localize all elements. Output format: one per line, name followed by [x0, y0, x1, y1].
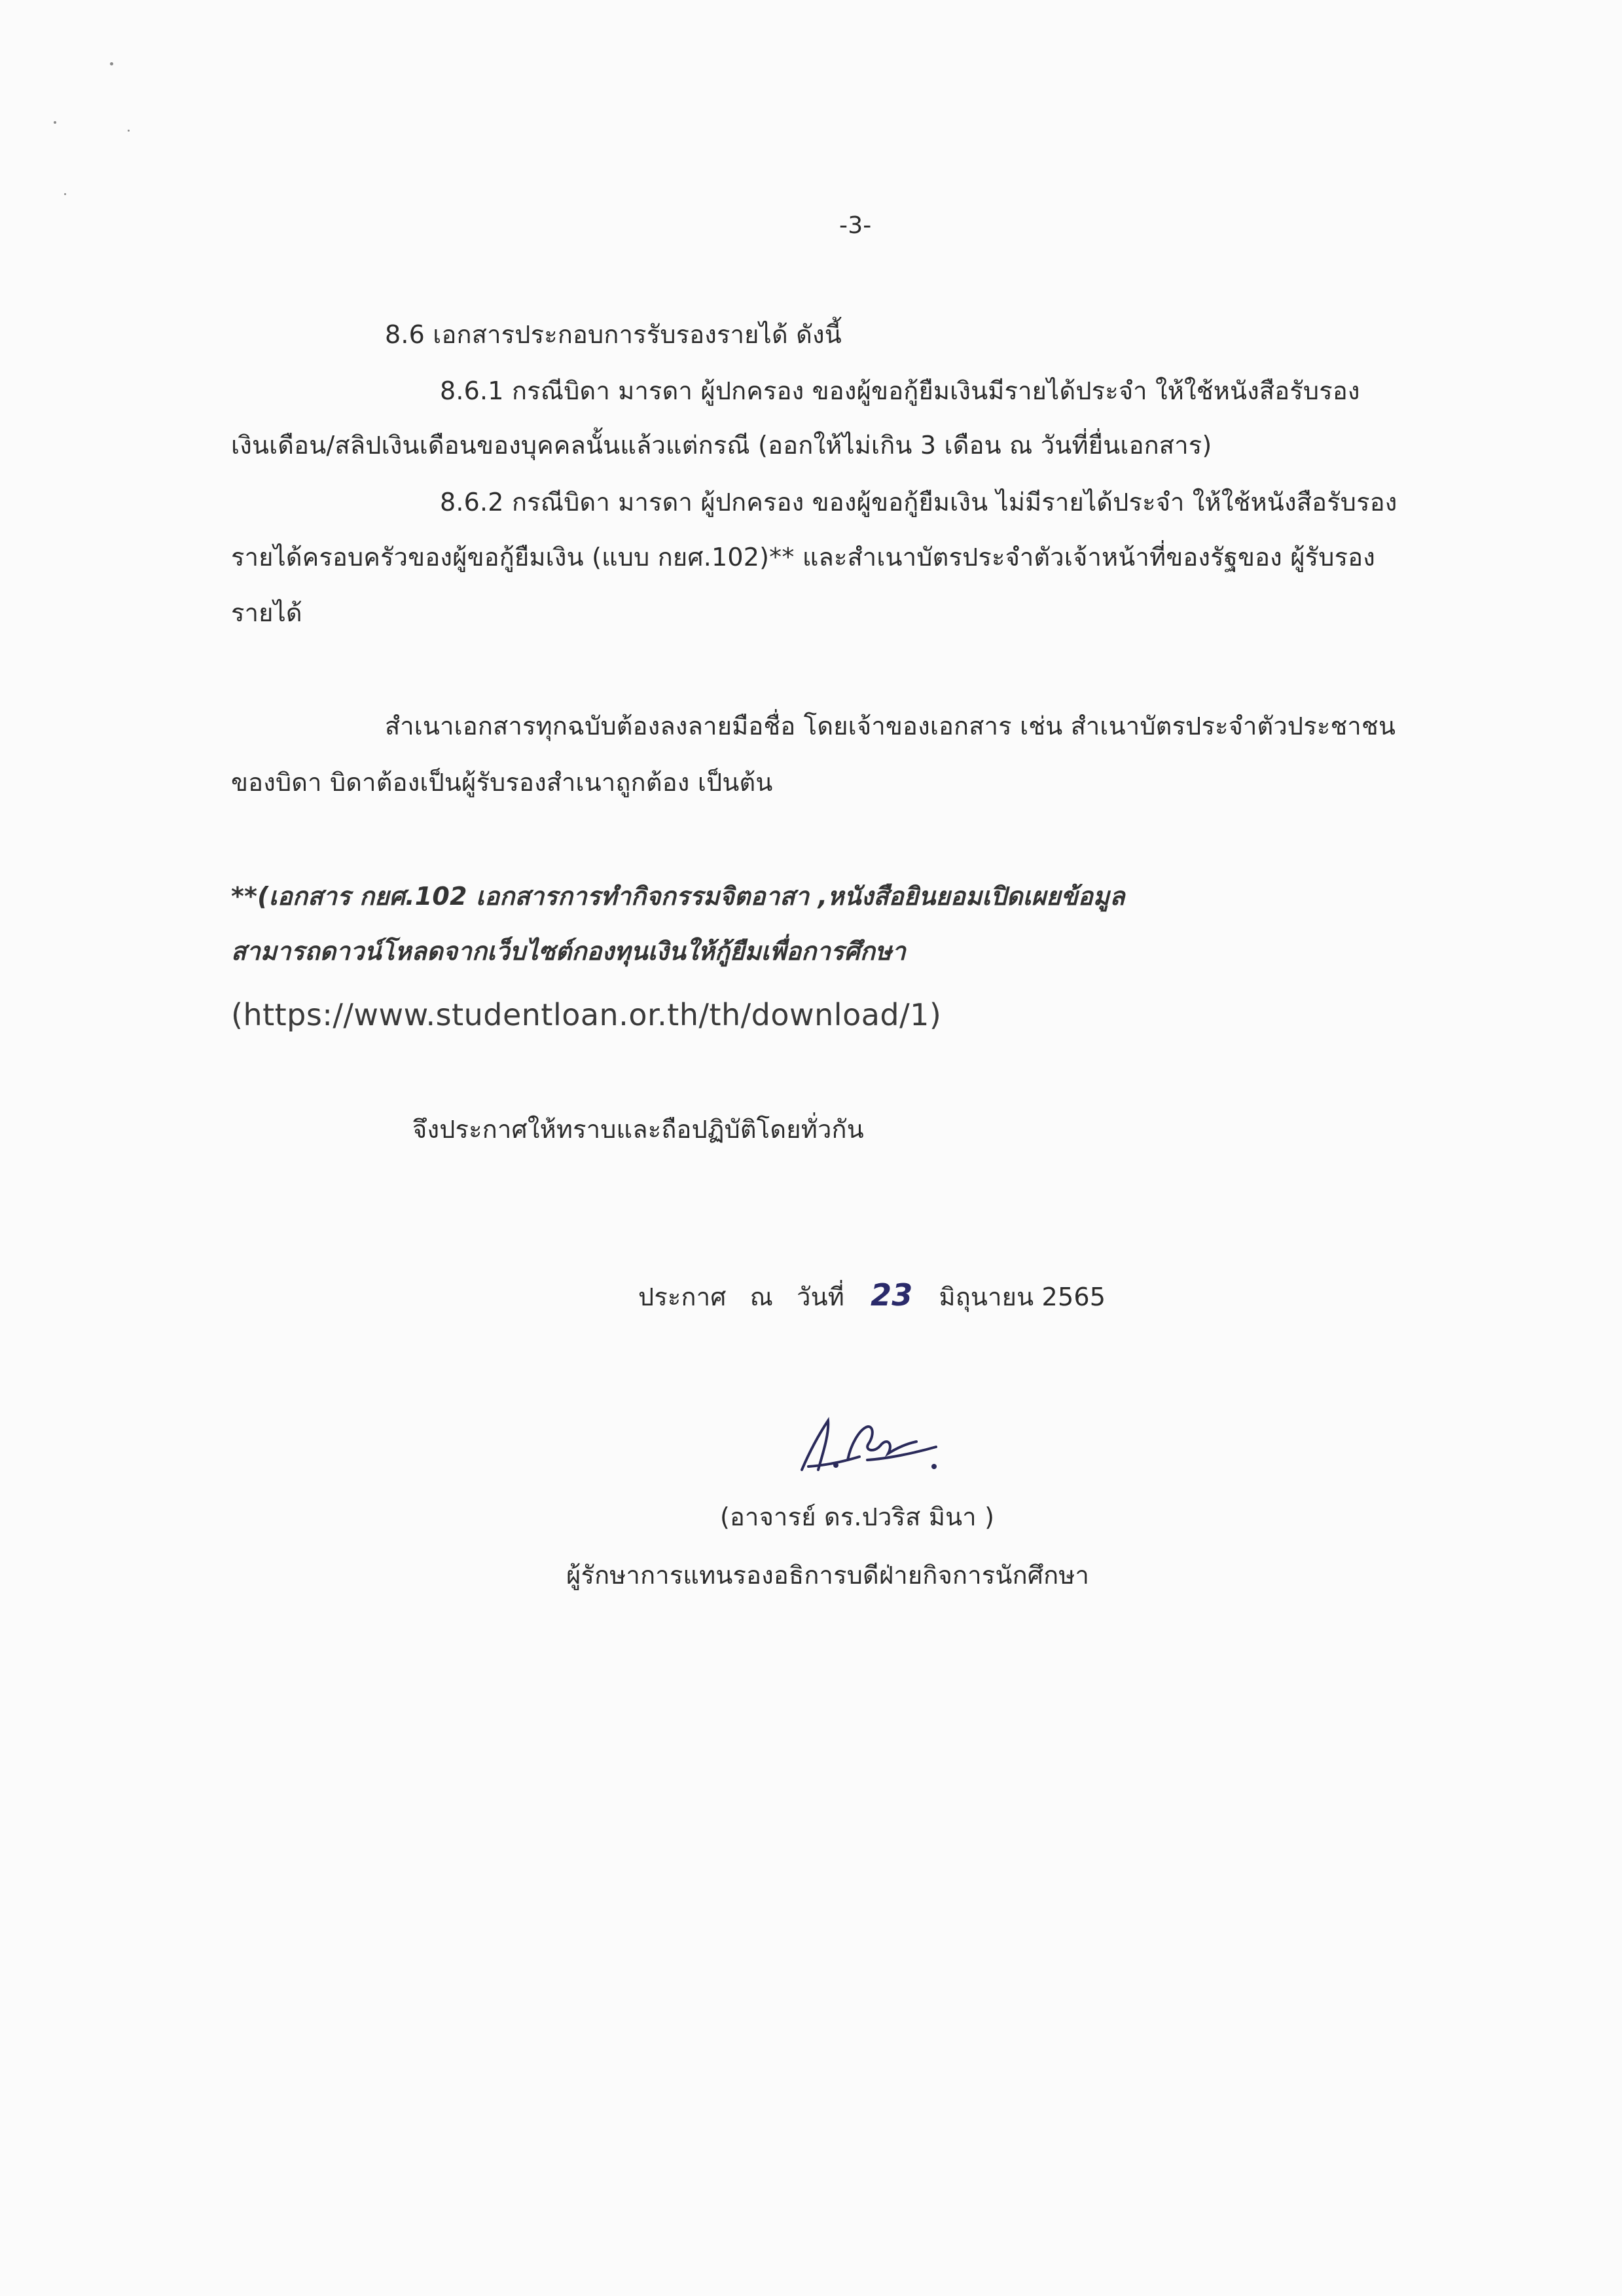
item-8-6-1-line-2: เงินเดือน/สลิปเงินเดือนของบุคคลนั้นแล้วแต่กรณี (ออกให้ไม่เกิน 3 เดือน ณ วันที่ยื่นเอกสาร)	[231, 431, 1212, 460]
page-number: -3-	[839, 212, 872, 239]
announcement-date	[638, 1277, 1106, 1313]
date-day-value: 23	[871, 1277, 913, 1313]
date-month-year: มิถุนายน 2565	[939, 1283, 1106, 1311]
item-8-6-2-line-3: รายได้	[231, 598, 302, 627]
download-url: (https://www.studentloan.or.th/th/download/1)	[231, 997, 942, 1032]
date-day-label: วันที่	[797, 1283, 845, 1311]
scan-speck	[54, 121, 56, 124]
date-prefix: ประกาศ	[638, 1283, 727, 1311]
signatory-name: (อาจารย์ ดร.ปวริส มินา )	[720, 1503, 995, 1531]
scan-speck	[64, 193, 66, 195]
copy-note-line-2: ของบิดา บิดาต้องเป็นผู้รับรองสำเนาถูกต้อง เป็นต้น	[231, 768, 773, 797]
handwritten-signature	[782, 1408, 952, 1486]
item-8-6-2-line-1: 8.6.2 กรณีบิดา มารดา ผู้ปกครอง ของผู้ขอกู้ยืมเงิน ไม่มีรายได้ประจำ ให้ใช้หนังสือรับรอง	[440, 488, 1397, 517]
section-8-6-heading: 8.6 เอกสารประกอบการรับรองรายได้ ดังนี้	[385, 320, 842, 349]
footnote-line-2: สามารถดาวน์โหลดจากเว็บไซต์กองทุนเงินให้กู้ยืมเพื่อการศึกษา	[231, 937, 906, 966]
copy-note-line-1: สำเนาเอกสารทุกฉบับต้องลงลายมือชื่อ โดยเจ้าของเอกสาร เช่น สำเนาบัตรประจำตัวประชาชน	[385, 712, 1396, 740]
closing-statement: จึงประกาศให้ทราบและถือปฏิบัติโดยทั่วกัน	[412, 1115, 864, 1144]
footnote-line-1: **(เอกสาร กยศ.102 เอกสารการทำกิจกรรมจิตอาสา ,หนังสือยินยอมเปิดเผยข้อมูล	[231, 882, 1125, 911]
signatory-position: ผู้รักษาการแทนรองอธิการบดีฝ่ายกิจการนักศึกษา	[566, 1561, 1090, 1590]
date-at: ณ	[749, 1283, 774, 1311]
scan-speck	[110, 62, 113, 65]
scan-speck	[128, 130, 130, 132]
item-8-6-2-line-2: รายได้ครอบครัวของผู้ขอกู้ยืมเงิน (แบบ กยศ.102)** และสำเนาบัตรประจำตัวเจ้าหน้าที่ของรัฐของ ผู้รับรอง	[231, 543, 1375, 572]
item-8-6-1-line-1: 8.6.1 กรณีบิดา มารดา ผู้ปกครอง ของผู้ขอกู้ยืมเงินมีรายได้ประจำ ให้ใช้หนังสือรับรอง	[440, 376, 1360, 405]
